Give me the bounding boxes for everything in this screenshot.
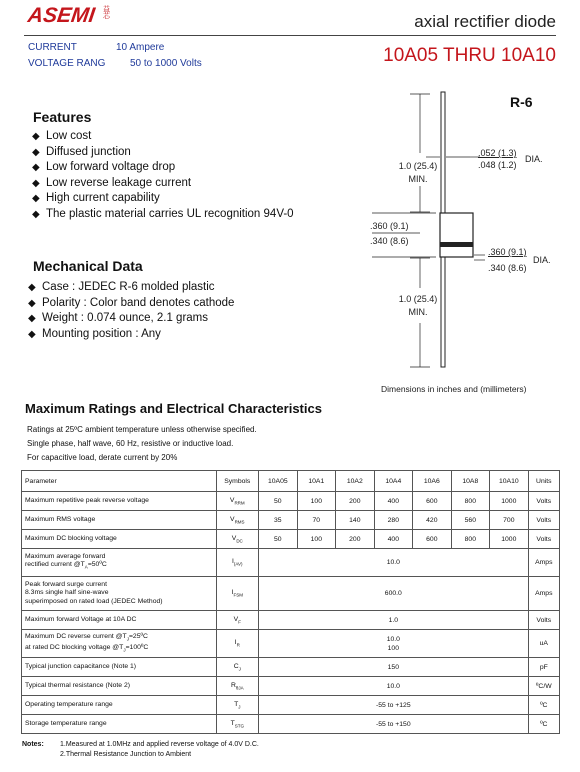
body-length-min: .340 (8.6) [370,236,409,246]
lead-length-top: 1.0 (25.4) [398,161,438,171]
package-name: R-6 [510,94,533,110]
notes-section [22,740,259,760]
diamond-bullet-icon: ◆ [28,282,36,293]
value-cell: -55 to +150 [259,715,529,734]
body-dia-label: DIA. [533,255,551,265]
company-logo: ASEMI [26,4,97,27]
ratings-table [21,470,560,734]
intro-line: For capacitive load, derate current by 20% [27,453,178,462]
list-item [28,280,234,296]
value-cell: 100 [297,492,336,511]
unit-cell: ºC [528,715,559,734]
symbol-cell: $V_F$ [216,611,259,630]
mechanical-list [28,280,234,342]
header-rule [24,35,556,36]
symbol-cell: $T_J$ [216,696,259,715]
features-list [32,129,294,223]
feature-text: Diffused junction [46,145,131,158]
param-cell: Maximum DC blocking voltage [22,530,217,549]
intro-line: Single phase, half wave, 60 Hz, resistive or inductive load. [27,439,234,448]
symbol-cell: $V_{DC}$ [216,530,259,549]
unit-cell: Volts [528,530,559,549]
current-label: CURRENT [28,42,77,53]
table-row [22,549,560,577]
param-cell: Storage temperature range [22,715,217,734]
current-value: 10 Ampere [116,42,165,53]
value-cell: 1000 [490,492,529,511]
symbol-cell: $T_{STG}$ [216,715,259,734]
unit-cell: uA [528,630,559,658]
symbol-cell: $I_R$ [216,630,259,658]
value-cell: 1.0 [259,611,529,630]
column-header: 10A10 [490,471,529,492]
lead-dia-max: .052 (1.3) [478,148,517,158]
param-cell: Maximum repetitive peak reverse voltage [22,492,217,511]
diamond-bullet-icon: ◆ [32,146,40,158]
table-row [22,696,560,715]
mechanical-text: Polarity : Color band denotes cathode [42,296,235,309]
diamond-bullet-icon: ◆ [32,162,40,174]
body-dia-max: .360 (9.1) [488,247,527,257]
column-header: 10A1 [297,471,336,492]
unit-cell: Volts [528,511,559,530]
body-length-max: .360 (9.1) [370,221,409,231]
column-header: Symbols [216,471,259,492]
value-cell: 50 [259,492,298,511]
value-cell: 150 [259,658,529,677]
diamond-bullet-icon: ◆ [28,328,36,340]
table-row [22,577,560,611]
mechanical-title: Mechanical Data [33,258,143,274]
note-item: 2.Thermal Resistance Junction to Ambient [60,751,192,758]
unit-cell: Amps [528,549,559,577]
document-title: axial rectifier diode [414,12,556,31]
table-row [22,677,560,696]
feature-text: The plastic material carries UL recognition 94V-0 [46,207,294,220]
list-item [28,296,234,312]
features-title: Features [33,109,92,125]
part-number-range: 10A05 THRU 10A10 [383,45,556,66]
diamond-bullet-icon: ◆ [28,297,36,309]
value-cell: 10.0 [259,677,529,696]
value-cell: 400 [374,530,413,549]
value-cell: 800 [451,530,490,549]
value-cell: 200 [336,530,375,549]
value-cell: 700 [490,511,529,530]
column-header: Units [528,471,559,492]
body-dia-min: .340 (8.6) [488,263,527,273]
value-cell: 280 [374,511,413,530]
mechanical-text: Case : JEDEC R-6 molded plastic [42,281,215,293]
feature-text: High current capability [46,192,160,205]
unit-cell: Volts [528,492,559,511]
param-cell: Typical junction capacitance (Note 1) [22,658,217,677]
lead-length-bottom: 1.0 (25.4) [398,294,438,304]
table-row [22,511,560,530]
symbol-cell: $I_{FSM}$ [216,577,259,611]
table-row [22,611,560,630]
symbol-cell: $C_J$ [216,658,259,677]
intro-line: Ratings at 25ºC ambient temperature unless otherwise specified. [27,425,257,434]
unit-cell: Volts [528,611,559,630]
table-row [22,715,560,734]
column-header: Parameter [22,471,217,492]
column-header: 10A8 [451,471,490,492]
table-header-row [22,471,560,492]
value-cell: 100 [297,530,336,549]
value-cell: 560 [451,511,490,530]
param-cell: Maximum DC reverse current $@T_J=25ºC$ at rated DC blocking voltage $@T_J=100ºC$ [22,630,217,658]
table-row [22,658,560,677]
value-cell: 800 [451,492,490,511]
param-cell: Peak forward surge current 8.3ms single half sine-wave superimposed on rated load (JEDEC Method) [22,577,217,611]
ratings-title: Maximum Ratings and Electrical Characteristics [25,401,322,416]
param-cell: Operating temperature range [22,696,217,715]
mechanical-text: Mounting position : Any [42,327,161,340]
symbol-cell: $V_{RRM}$ [216,492,259,511]
value-cell: 35 [259,511,298,530]
param-cell: Maximum RMS voltage [22,511,217,530]
unit-cell: pF [528,658,559,677]
diamond-bullet-icon: ◆ [32,177,40,189]
lead-length-bottom-min: MIN. [408,307,428,317]
table-row [22,492,560,511]
value-cell: 400 [374,492,413,511]
value-cell: 600 [413,492,452,511]
table-row [22,630,560,658]
unit-cell: ºC/W [528,677,559,696]
lead-dia-min: .048 (1.2) [478,160,517,170]
value-cell: 10.0 100 [259,630,529,658]
column-header: 10A6 [413,471,452,492]
lead-length-top-min: MIN. [408,174,428,184]
list-item [32,160,294,176]
column-header: 10A4 [374,471,413,492]
lead-dia-label: DIA. [525,154,543,164]
value-cell: 600.0 [259,577,529,611]
value-cell: 200 [336,492,375,511]
value-cell: 1000 [490,530,529,549]
mechanical-text: Weight : 0.074 ounce, 2.1 grams [42,312,208,325]
value-cell: -55 to +125 [259,696,529,715]
feature-text: Low cost [46,130,92,142]
notes-label: Notes: [22,741,44,748]
param-cell: Maximum forward Voltage at 10A DC [22,611,217,630]
param-cell: Typical thermal resistance (Note 2) [22,677,217,696]
column-header: 10A2 [336,471,375,492]
unit-cell: Amps [528,577,559,611]
diamond-bullet-icon: ◆ [32,193,40,205]
table-row [22,530,560,549]
value-cell: 600 [413,530,452,549]
diamond-bullet-icon: ◆ [32,208,40,220]
voltage-value: 50 to 1000 Volts [130,58,202,69]
param-cell: Maximum average forward rectified current $@T_A=50ºC$ [22,549,217,577]
note-item: 1.Measured at 1.0MHz and applied reverse voltage of 4.0V D.C. [60,741,259,748]
list-item [28,327,234,343]
symbol-cell: $I_{(AV)}$ [216,549,259,577]
column-header: 10A05 [259,471,298,492]
value-cell: 70 [297,511,336,530]
list-item [32,129,294,145]
package-outline-drawing [360,88,560,378]
list-item [28,311,234,327]
unit-cell: ºC [528,696,559,715]
logo-chinese-text: 益芯 [103,6,110,20]
value-cell: 140 [336,511,375,530]
value-cell: 50 [259,530,298,549]
diamond-bullet-icon: ◆ [32,131,40,142]
ratings-intro [27,423,257,465]
value-cell: 10.0 [259,549,529,577]
feature-text: Low reverse leakage current [46,176,192,189]
list-item [32,191,294,207]
value-cell: 420 [413,511,452,530]
list-item [32,176,294,192]
diamond-bullet-icon: ◆ [28,313,36,325]
dimensions-note: Dimensions in inches and (millimeters) [381,384,527,394]
feature-text: Low forward voltage drop [46,161,176,174]
symbol-cell: $R_{\theta JA}$ [216,677,259,696]
list-item [32,207,294,223]
voltage-label: VOLTAGE RANG [28,58,106,69]
list-item [32,145,294,161]
symbol-cell: $V_{RMS}$ [216,511,259,530]
